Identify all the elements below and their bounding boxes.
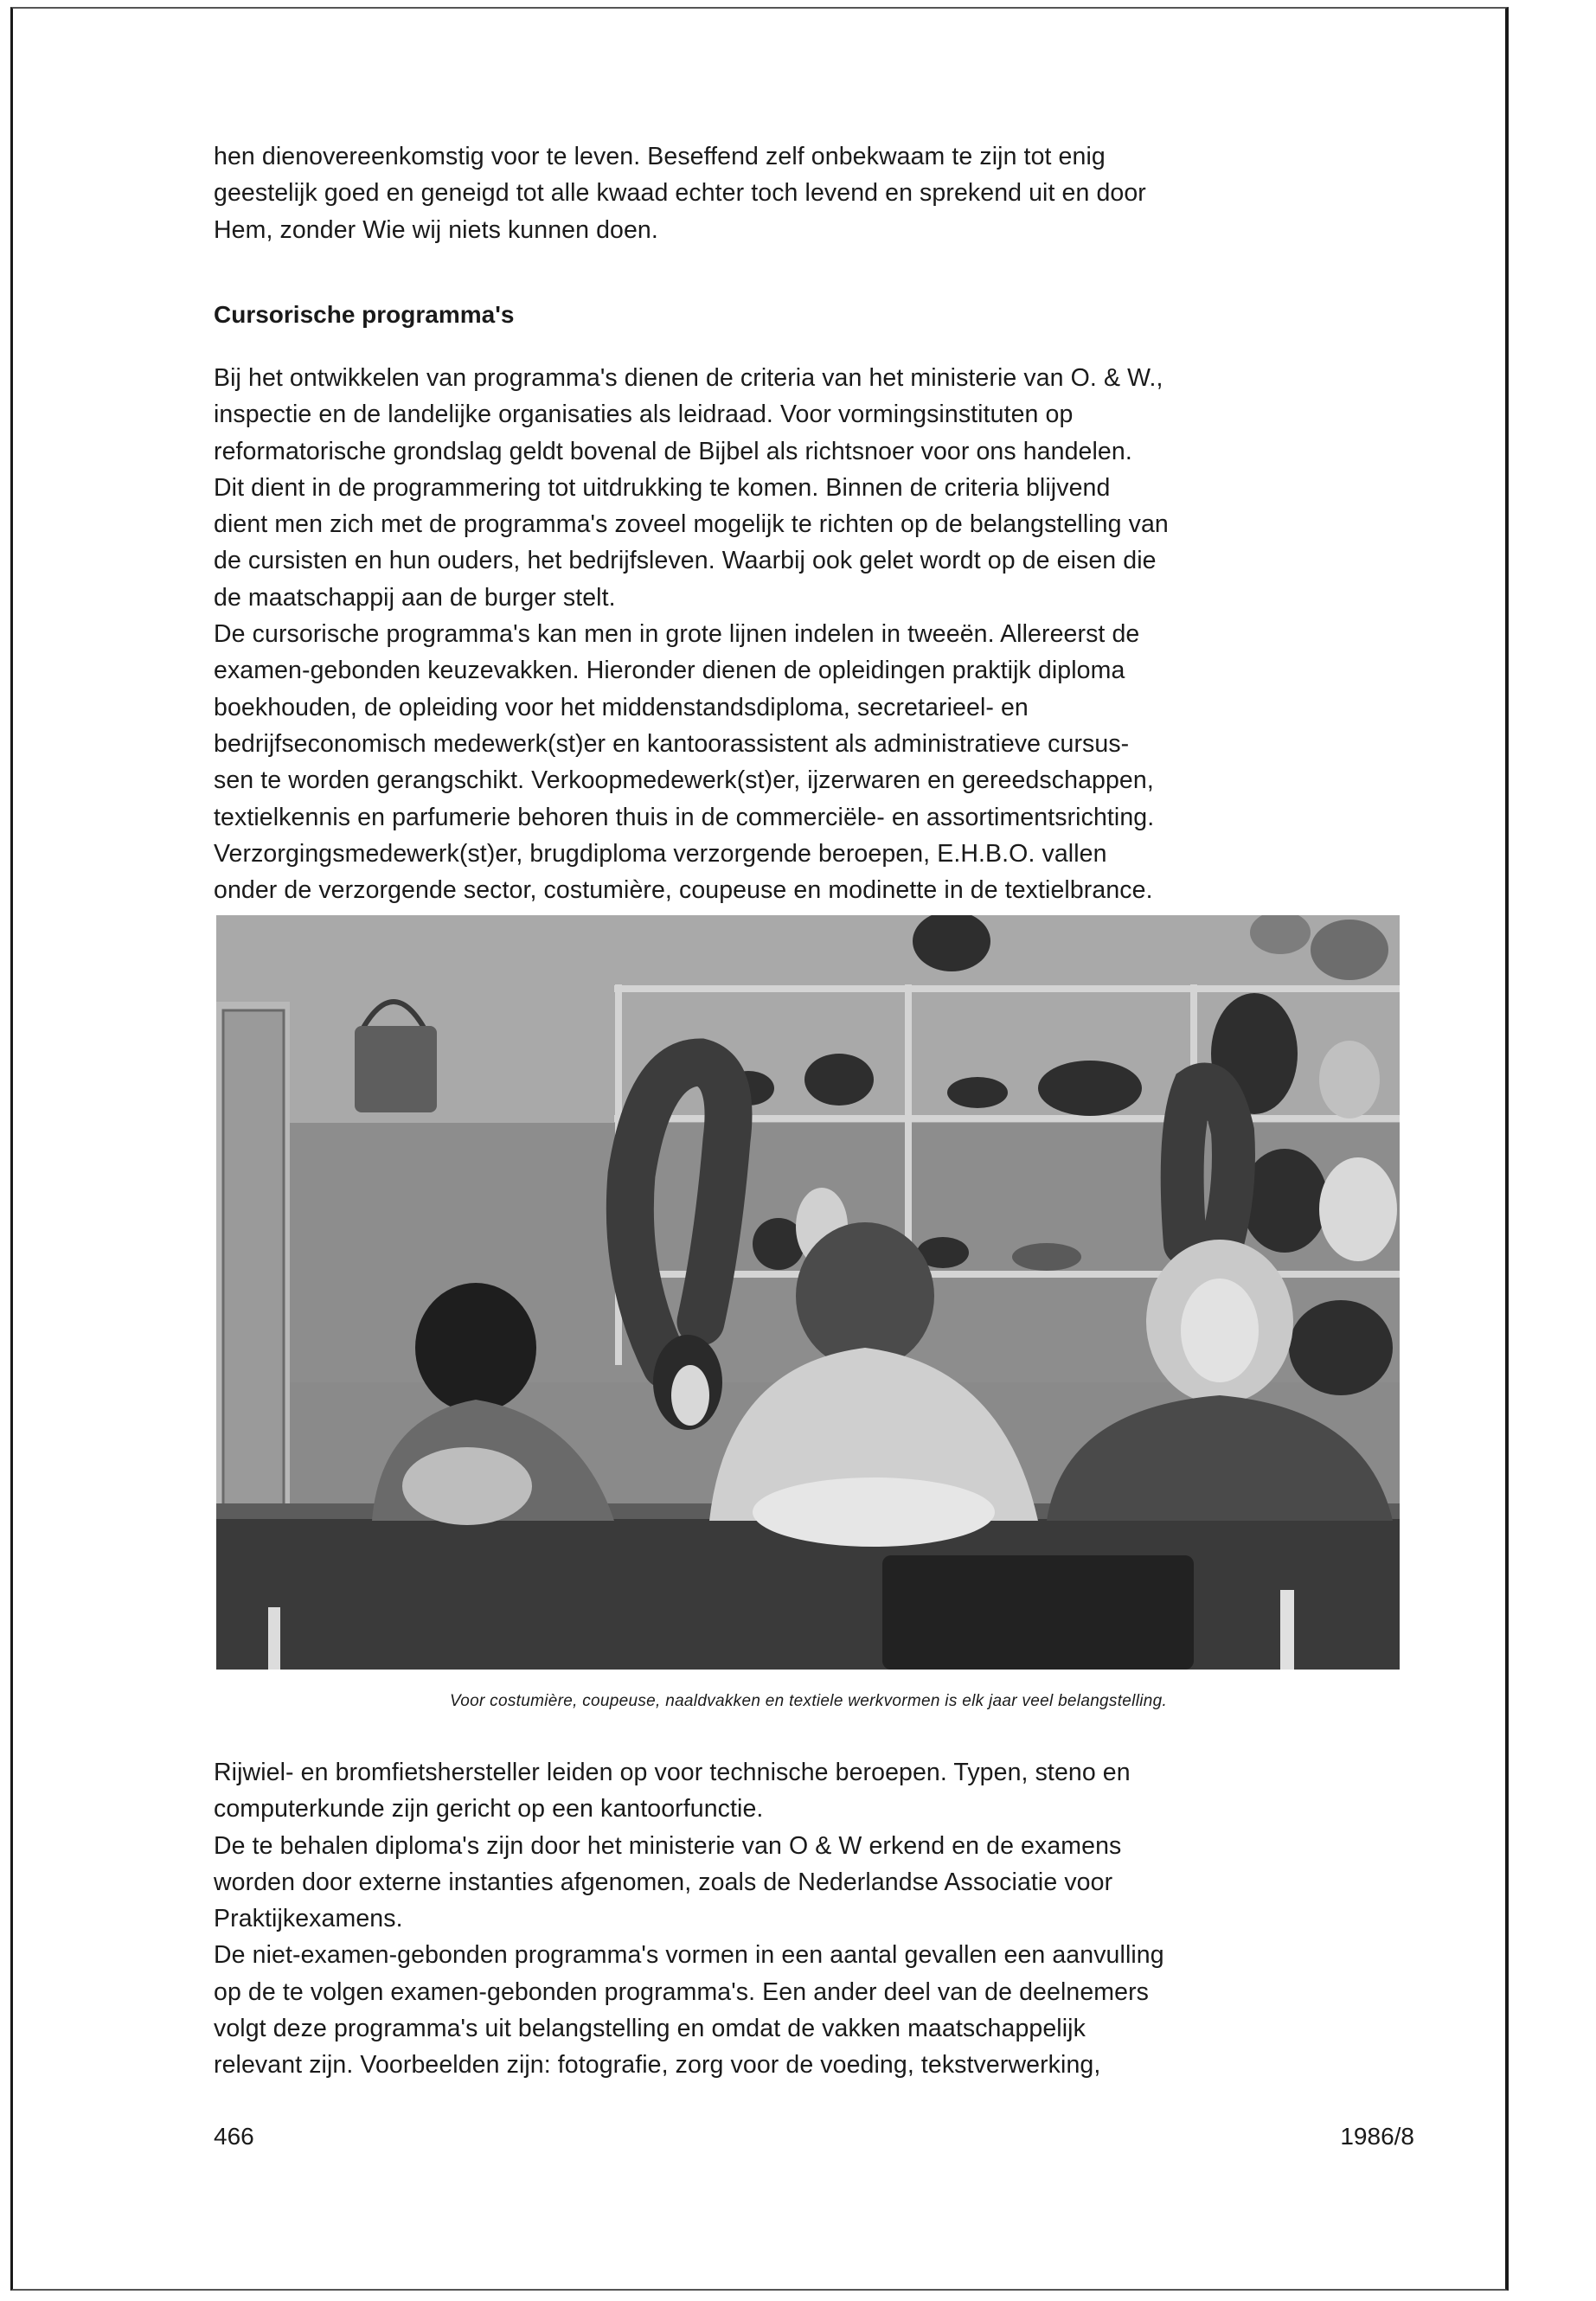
text-line: volgt deze programma's uit belangstelling en omdat de vakken maatschappelijk (214, 2015, 1086, 2043)
text-line: bedrijfseconomisch medewerk(st)er en kantoorassistent als administratieve cursus- (214, 729, 1130, 758)
text-line: geestelijk goed en geneigd tot alle kwaad echter toch levend en sprekend uit en door (214, 179, 1146, 208)
text-line: Bij het ontwikkelen van programma's dienen de criteria van het ministerie van O. & W., (214, 364, 1163, 392)
text-line: Dit dient in de programmering tot uitdrukking te komen. Binnen de criteria blijvend (214, 473, 1111, 502)
text-line: examen-gebonden keuzevakken. Hieronder dienen de opleidingen praktijk diploma (214, 657, 1125, 685)
text-line: computerkunde zijn gericht op een kantoorfunctie. (214, 1795, 764, 1823)
text-line: onder de verzorgende sector, costumière, coupeuse en modinette in de textielbrance. (214, 876, 1153, 905)
paragraph-programs (214, 616, 1403, 908)
section-heading: Cursorische programma's (214, 301, 515, 328)
classroom-photo (216, 915, 1400, 1670)
text-line: dient men zich met de programma's zoveel mogelijk te richten op de belangstelling van (214, 510, 1169, 539)
text-line: Rijwiel- en bromfietshersteller leiden op voor technische beroepen. Typen, steno en (214, 1759, 1131, 1786)
text-line: textielkennis en parfumerie behoren thuis in de commerciële- en assortimentsrichting. (214, 803, 1155, 831)
text-line: worden door externe instanties afgenomen, zoals de Nederlandse Associatie voor (214, 1868, 1113, 1896)
intro-block (214, 138, 1403, 248)
section2-body (214, 1754, 1403, 2084)
text-line: Verzorgingsmedewerk(st)er, brugdiploma verzorgende beroepen, E.H.B.O. vallen (214, 839, 1107, 868)
paragraph-non-exam (214, 1937, 1403, 2083)
paragraph-technical (214, 1754, 1403, 1828)
paragraph-criteria (214, 360, 1403, 616)
text-line: relevant zijn. Voorbeelden zijn: fotografie, zorg voor de voeding, tekstverwerking, (214, 2051, 1101, 2080)
text-line: Praktijkexamens. (214, 1905, 403, 1933)
text-line: De te behalen diploma's zijn door het ministerie van O & W erkend en de examens (214, 1831, 1122, 1860)
text-line: boekhouden, de opleiding voor het middenstandsdiploma, secretarieel- en (214, 693, 1029, 721)
text-line: sen te worden gerangschikt. Verkoopmedewerk(st)er, ijzerwaren en gereedschappen, (214, 766, 1154, 795)
text-line: de maatschappij aan de burger stelt. (214, 583, 616, 612)
text-line: op de te volgen examen-gebonden programma's. Een ander deel van de deelnemers (214, 1977, 1150, 2006)
text-line: hen dienovereenkomstig voor te leven. Beseffend zelf onbekwaam te zijn tot enig (214, 143, 1106, 170)
text-line: De cursorische programma's kan men in grote lijnen indelen in tweeën. Allereerst de (214, 620, 1140, 649)
intro-paragraph (214, 138, 1403, 248)
paragraph-diplomas (214, 1828, 1403, 1938)
page-number: 466 (214, 2123, 254, 2150)
photo-caption: Voor costumière, coupeuse, naaldvakken en textiele werkvormen is elk jaar veel belangstelling. (449, 1692, 1168, 1710)
issue-number: 1986/8 (1340, 2123, 1414, 2150)
classroom-photo-illustration (216, 915, 1400, 1670)
section-body (214, 360, 1403, 908)
text-line: inspectie en de landelijke organisaties als leidraad. Voor vormingsinstituten op (214, 401, 1074, 429)
text-line: de cursisten en hun ouders, het bedrijfsleven. Waarbij ook gelet wordt op de eisen die (214, 547, 1157, 575)
text-line: De niet-examen-gebonden programma's vormen in een aantal gevallen een aanvulling (214, 1941, 1164, 1970)
text-line: reformatorische grondslag geldt bovenal de Bijbel als richtsnoer voor ons handelen. (214, 437, 1132, 465)
text-line: Hem, zonder Wie wij niets kunnen doen. (214, 215, 658, 244)
